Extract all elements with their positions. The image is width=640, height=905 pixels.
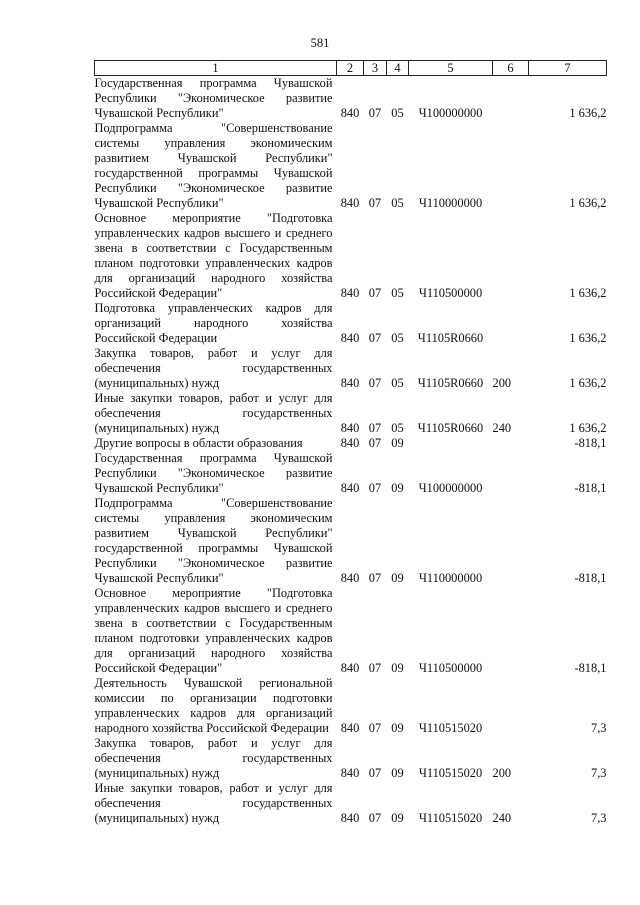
row-name: Основное мероприятие "Подготовка управленческих кадров высшего и среднего звена в соответствии с Государственным планом подготовки управленческих кадров для организаций народного хозяйства Российской Федерации" <box>94 586 333 675</box>
row-section-code: 07 <box>368 376 382 390</box>
row-ministry-code: 840 <box>340 481 360 495</box>
row-section-code: 07 <box>368 196 382 210</box>
row-subsection-code: 09 <box>391 721 404 735</box>
row-ministry-code: 840 <box>340 571 360 585</box>
row-section-code: 07 <box>368 481 382 495</box>
row-name: Закупка товаров, работ и услуг для обеспечения государственных (муниципальных) нужд <box>94 346 333 390</box>
row-name: Иные закупки товаров, работ и услуг для обеспечения государственных (муниципальных) нужд <box>94 781 333 825</box>
table-row <box>95 121 607 211</box>
row-amount: -818,1 <box>574 571 607 585</box>
row-amount: 1 636,2 <box>569 286 607 300</box>
table-row <box>95 346 607 391</box>
row-section-code: 07 <box>368 571 382 585</box>
row-subsection-code: 09 <box>391 811 404 825</box>
row-expense-type <box>493 436 529 451</box>
table-row <box>95 301 607 346</box>
row-expense-type <box>493 211 529 301</box>
row-name: Государственная программа Чувашской Республики "Экономическое развитие Чувашской Республики" <box>94 76 333 120</box>
row-expense-type <box>493 121 529 211</box>
row-ministry-code: 840 <box>340 331 360 345</box>
header-col-3: 3 <box>364 61 387 76</box>
row-ministry-code: 840 <box>340 106 360 120</box>
table-row <box>95 451 607 496</box>
row-subsection-code: 05 <box>391 421 404 435</box>
row-expense-type: 200 <box>492 376 512 390</box>
row-section-code: 07 <box>368 436 382 450</box>
row-section-code: 07 <box>368 421 382 435</box>
row-target-article: Ч110500000 <box>418 286 483 300</box>
table-header-row <box>95 61 607 76</box>
row-subsection-code: 09 <box>391 661 404 675</box>
row-subsection-code: 05 <box>391 286 404 300</box>
row-ministry-code: 840 <box>340 196 360 210</box>
row-section-code: 07 <box>368 661 382 675</box>
row-target-article: Ч110515020 <box>418 766 483 780</box>
row-name: Иные закупки товаров, работ и услуг для обеспечения государственных (муниципальных) нужд <box>94 391 333 435</box>
header-col-6: 6 <box>493 61 529 76</box>
row-amount: 1 636,2 <box>569 376 607 390</box>
row-subsection-code: 05 <box>391 376 404 390</box>
row-ministry-code: 840 <box>340 661 360 675</box>
row-ministry-code: 840 <box>340 436 360 450</box>
page-number: 581 <box>310 36 330 50</box>
row-expense-type: 200 <box>492 766 512 780</box>
row-amount: 1 636,2 <box>569 106 607 120</box>
row-target-article: Ч100000000 <box>418 106 483 120</box>
row-target-article: Ч110515020 <box>418 721 483 735</box>
row-name: Закупка товаров, работ и услуг для обеспечения государственных (муниципальных) нужд <box>94 736 333 780</box>
row-amount: -818,1 <box>574 436 607 450</box>
row-subsection-code: 09 <box>391 481 404 495</box>
row-expense-type <box>493 76 529 122</box>
row-amount: -818,1 <box>574 481 607 495</box>
table-row <box>95 211 607 301</box>
row-name: Основное мероприятие "Подготовка управленческих кадров высшего и среднего звена в соответствии с Государственным планом подготовки управленческих кадров для организаций народного хозяйства Российской Федерации" <box>94 211 333 300</box>
row-amount: 1 636,2 <box>569 331 607 345</box>
row-name: Деятельность Чувашской региональной комиссии по организации подготовки управленческих кадров для организаций народного хозяйства Российской Федерации <box>94 676 333 735</box>
row-amount: 7,3 <box>591 766 607 780</box>
row-subsection-code: 09 <box>391 571 404 585</box>
row-section-code: 07 <box>368 286 382 300</box>
row-name: Подготовка управленческих кадров для организаций народного хозяйства Российской Федерации <box>94 301 333 345</box>
row-amount: 7,3 <box>591 721 607 735</box>
header-col-2: 2 <box>337 61 364 76</box>
row-section-code: 07 <box>368 106 382 120</box>
row-subsection-code: 05 <box>391 196 404 210</box>
table-row <box>95 436 607 451</box>
row-target-article <box>409 436 493 451</box>
row-name: Подпрограмма "Совершенствование системы управления экономическим развитием Чувашской Республики" государственной программы Чувашской Республики "Экономическое развитие Чувашской Республики" <box>94 496 333 585</box>
row-ministry-code: 840 <box>340 421 360 435</box>
row-ministry-code: 840 <box>340 721 360 735</box>
budget-table <box>94 60 607 826</box>
table-row <box>95 496 607 586</box>
row-amount: -818,1 <box>574 661 607 675</box>
row-target-article: Ч1105R0660 <box>417 376 484 390</box>
row-ministry-code: 840 <box>340 376 360 390</box>
row-target-article: Ч110000000 <box>418 571 483 585</box>
table-row <box>95 586 607 676</box>
header-col-5: 5 <box>409 61 493 76</box>
row-expense-type <box>493 586 529 676</box>
row-target-article: Ч110515020 <box>418 811 483 825</box>
row-target-article: Ч110000000 <box>418 196 483 210</box>
row-name: Другие вопросы в области образования <box>94 436 303 450</box>
table-row <box>95 781 607 826</box>
row-section-code: 07 <box>368 331 382 345</box>
row-ministry-code: 840 <box>340 286 360 300</box>
row-amount: 1 636,2 <box>569 196 607 210</box>
row-subsection-code: 05 <box>391 331 404 345</box>
row-section-code: 07 <box>368 766 382 780</box>
row-amount: 1 636,2 <box>569 421 607 435</box>
row-amount: 7,3 <box>591 811 607 825</box>
row-expense-type <box>493 496 529 586</box>
row-subsection-code: 09 <box>391 436 404 450</box>
row-expense-type <box>493 676 529 736</box>
row-name: Государственная программа Чувашской Республики "Экономическое развитие Чувашской Республики" <box>94 451 333 495</box>
table-row <box>95 76 607 122</box>
table-row <box>95 676 607 736</box>
table-row <box>95 391 607 436</box>
row-ministry-code: 840 <box>340 811 360 825</box>
row-ministry-code: 840 <box>340 766 360 780</box>
table-row <box>95 736 607 781</box>
row-section-code: 07 <box>368 721 382 735</box>
row-expense-type <box>493 451 529 496</box>
header-col-1: 1 <box>95 61 337 76</box>
row-subsection-code: 09 <box>391 766 404 780</box>
header-col-4: 4 <box>387 61 409 76</box>
row-expense-type: 240 <box>492 811 512 825</box>
row-target-article: Ч100000000 <box>418 481 483 495</box>
header-col-7: 7 <box>529 61 607 76</box>
row-expense-type: 240 <box>492 421 512 435</box>
row-name: Подпрограмма "Совершенствование системы управления экономическим развитием Чувашской Республики" государственной программы Чувашской Республики "Экономическое развитие Чувашской Республики" <box>94 121 333 210</box>
row-target-article: Ч1105R0660 <box>417 421 484 435</box>
row-target-article: Ч1105R0660 <box>417 331 484 345</box>
row-subsection-code: 05 <box>391 106 404 120</box>
row-target-article: Ч110500000 <box>418 661 483 675</box>
row-expense-type <box>493 301 529 346</box>
row-section-code: 07 <box>368 811 382 825</box>
